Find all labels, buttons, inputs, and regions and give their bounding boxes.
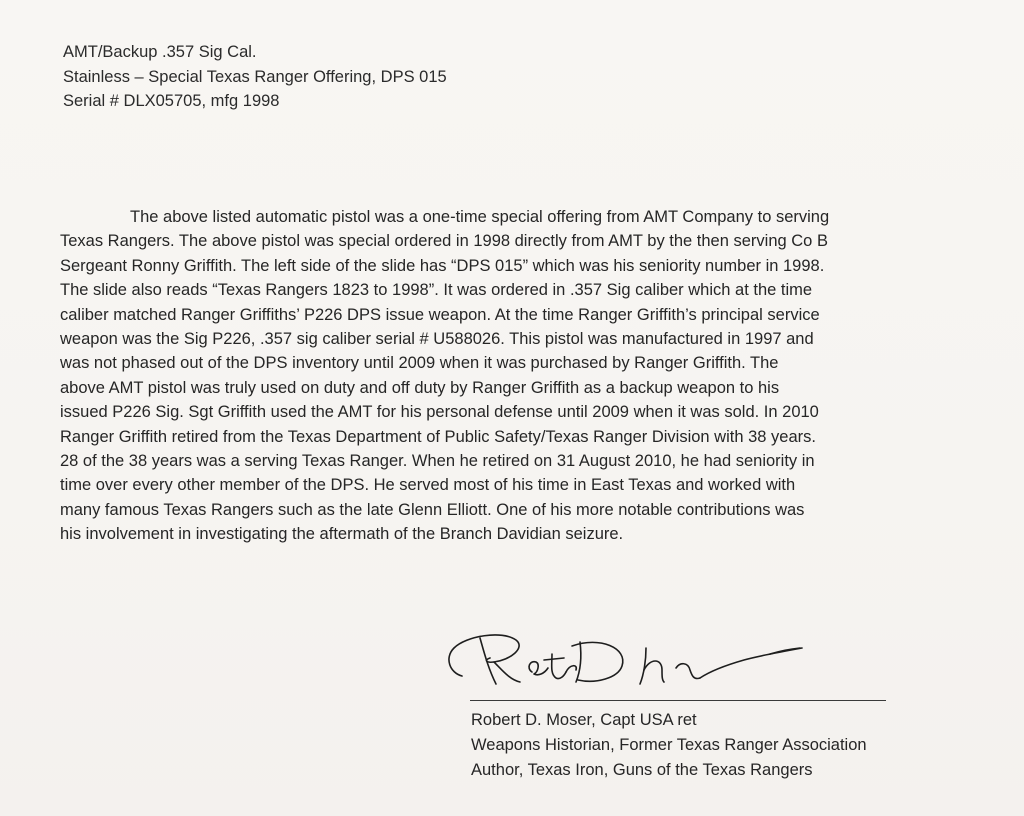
body-line: issued P226 Sig. Sgt Griffith used the AMT for his personal defense until 2009 when it was sold. In 2010 [60,403,819,422]
body-line: was not phased out of the DPS inventory until 2009 when it was purchased by Ranger Griffith. The [60,354,779,373]
header-line-description: Stainless – Special Texas Ranger Offering, DPS 015 [63,67,447,86]
body-line: above AMT pistol was truly used on duty and off duty by Ranger Griffith as a backup weapon to his [60,378,780,397]
body-line: 28 of the 38 years was a serving Texas Ranger. When he retired on 31 August 2010, he had seniority in [60,452,815,471]
letter-body [60,205,950,547]
signer-title: Weapons Historian, Former Texas Ranger Association [471,736,867,754]
body-line: Ranger Griffith retired from the Texas Department of Public Safety/Texas Ranger Division with 38 years. [60,427,816,446]
header-line-serial: Serial # DLX05705, mfg 1998 [63,92,280,110]
item-header [63,40,447,114]
body-line: The above listed automatic pistol was a one-time special offering from AMT Company to serving [130,208,830,226]
body-line: The slide also reads “Texas Rangers 1823 to 1998”. It was ordered in .357 Sig caliber which at the time [60,281,813,300]
body-line: time over every other member of the DPS. He served most of his time in East Texas and worked with [60,476,796,495]
body-line: many famous Texas Rangers such as the late Glenn Elliott. One of his more notable contributions was [60,500,805,519]
handwritten-signature [440,618,820,698]
signer-name: Robert D. Moser, Capt USA ret [471,711,697,729]
signature-line [470,700,886,701]
body-line: caliber matched Ranger Griffiths’ P226 DPS issue weapon. At the time Ranger Griffith’s principal service [60,305,820,324]
body-line: weapon was the Sig P226, .357 sig caliber serial # U588026. This pistol was manufactured in 1997 and [60,330,814,349]
body-line: Sergeant Ronny Griffith. The left side of the slide has “DPS 015” which was his seniority number in 1998. [60,256,825,275]
body-line: Texas Rangers. The above pistol was special ordered in 1998 directly from AMT by the then serving Co B [60,232,828,251]
header-line-model: AMT/Backup .357 Sig Cal. [63,43,257,61]
signer-author-credit: Author, Texas Iron, Guns of the Texas Rangers [471,761,813,779]
body-line: his involvement in investigating the aftermath of the Branch Davidian seizure. [60,525,624,544]
signer-block [471,708,867,783]
